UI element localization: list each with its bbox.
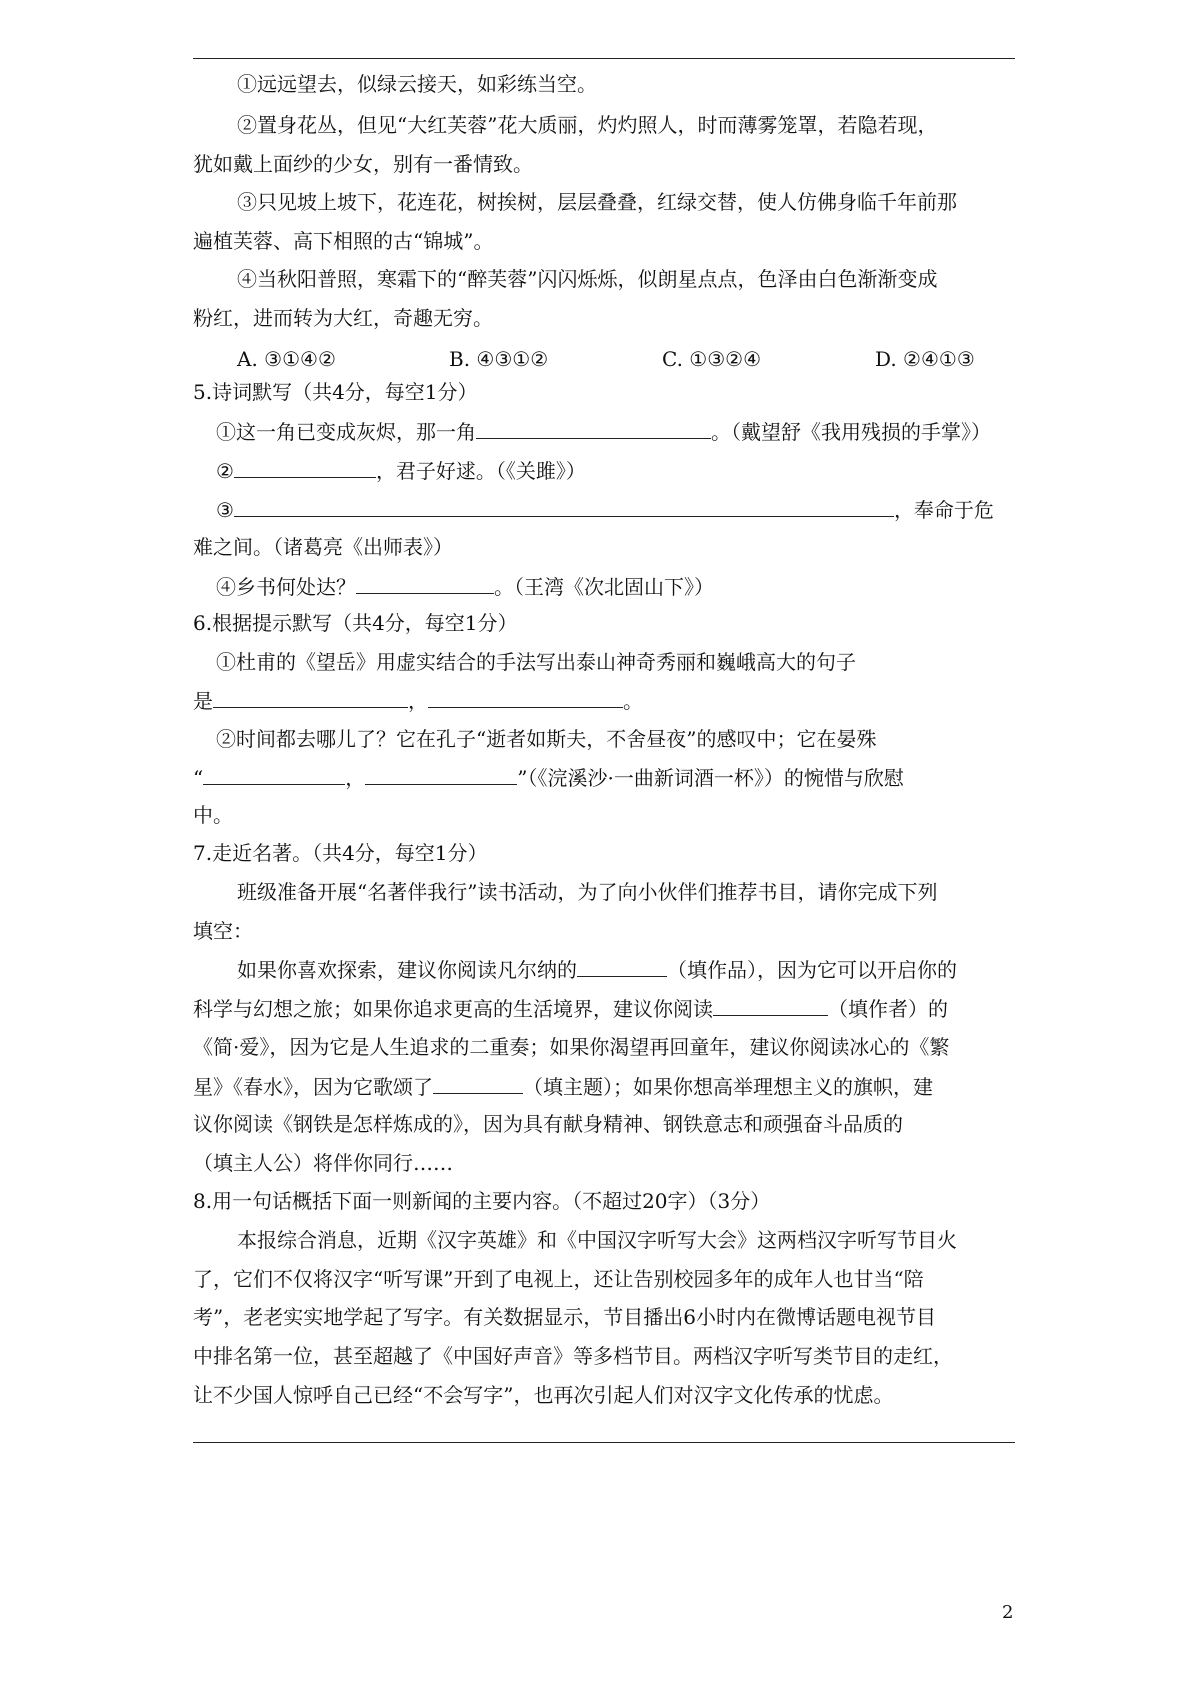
q8-p-line2: 了，它们不仅将汉字“听写课”开到了电视上，还让告别校园多年的成年人也甘当“陪 — [193, 1267, 924, 1291]
q7-p2-line4 — [193, 1071, 933, 1102]
choice-a: A. ③①④② — [237, 347, 336, 371]
q6-l4-a: “ — [193, 766, 204, 790]
q6-line-5: 中。 — [193, 803, 233, 827]
q7-p2-line5: 议你阅读《钢铁是怎样炼成的》，因为具有献身精神、钢铁意志和顽强奋斗品质的 — [193, 1112, 903, 1136]
answer-blank[interactable] — [213, 685, 408, 708]
answer-blank[interactable] — [428, 685, 623, 708]
q5-l4-source: 。（王湾《次北固山下》） — [494, 575, 714, 599]
q6-line-1: ①杜甫的《望岳》用虚实结合的手法写出泰山神奇秀丽和巍峨高大的句子 — [216, 650, 856, 674]
q7-b-text: 科学与幻想之旅；如果你追求更高的生活境界，建议你阅读 — [193, 997, 713, 1021]
q7-p1-line2: 填空： — [193, 919, 253, 943]
q7-d-note: （填主题）；如果你想高举理想主义的旗帜，建 — [523, 1075, 933, 1099]
choice-b: B. ④③①② — [449, 347, 549, 371]
sentence-2-line2: 犹如戴上面纱的少女，别有一番情致。 — [193, 152, 533, 176]
sentence-4-line1: ④当秋阳普照，寒霜下的“醉芙蓉”闪闪烁烁，似朗星点点，色泽由白色渐渐变成 — [237, 267, 938, 291]
q7-p2-line3: 《简·爱》，因为它是人生追求的二重奏；如果你渴望再回童年，建议你阅读冰心的《繁 — [193, 1035, 950, 1059]
choice-c: C. ①③②④ — [662, 347, 762, 371]
q8-p-line3: 考”，老老实实地学起了写字。有关数据显示，节目播出6小时内在微博话题电视节目 — [193, 1305, 936, 1329]
q7-a-text: 如果你喜欢探索，建议你阅读凡尔纳的 — [237, 958, 577, 982]
q7-p2-line2 — [193, 993, 948, 1024]
q5-l2-num: ② — [216, 459, 234, 483]
q6-l4-b: ， — [345, 766, 366, 790]
q7-p2-line1 — [237, 954, 957, 985]
answer-blank[interactable] — [356, 571, 494, 594]
q7-b-note: （填作者）的 — [828, 997, 948, 1021]
q7-p2-line6: （填主人公）将伴你同行…… — [193, 1151, 453, 1175]
top-divider — [193, 58, 1015, 59]
q5-line-2 — [216, 455, 586, 486]
q8-p-line1: 本报综合消息，近期《汉字英雄》和《中国汉字听写大会》这两档汉字听写节目火 — [237, 1228, 957, 1252]
q6-line-3: ②时间都去哪儿了？它在孔子“逝者如斯夫，不舍昼夜”的感叹中；它在晏殊 — [216, 727, 877, 751]
q7-d-text: 星》《春水》，因为它歌颂了 — [193, 1075, 433, 1099]
answer-blank[interactable] — [713, 993, 828, 1016]
q6-l2-c: 。 — [623, 689, 643, 713]
sentence-3-line2: 遍植芙蓉、高下相照的古“锦城”。 — [193, 229, 494, 253]
q5-line-4 — [216, 571, 714, 602]
q6-l4-c: ”（《浣溪沙·一曲新词酒一杯》）的惋惜与欣慰 — [517, 766, 904, 790]
q7-p1-line1: 班级准备开展“名著伴我行”读书活动，为了向小伙伴们推荐书目，请你完成下列 — [237, 880, 938, 904]
sentence-1: ①远远望去，似绿云接天，如彩练当空。 — [237, 72, 597, 96]
q5-line-3-cont: 难之间。（诸葛亮《出师表》） — [193, 535, 453, 559]
sentence-2-line1: ②置身花丛，但见“大红芙蓉”花大质丽，灼灼照人，时而薄雾笼罩，若隐若现， — [237, 113, 938, 137]
question-5-title: 5.诗词默写（共4分，每空1分） — [193, 380, 478, 404]
choice-d: D. ②④①③ — [875, 347, 975, 371]
q5-l1-source: 。（戴望舒《我用残损的手掌》） — [711, 420, 991, 444]
question-8-title: 8.用一句话概括下面一则新闻的主要内容。（不超过20字）（3分） — [193, 1189, 771, 1213]
answer-blank[interactable] — [433, 1071, 523, 1094]
q5-line-3 — [216, 494, 994, 525]
question-6-title: 6.根据提示默写（共4分，每空1分） — [193, 611, 518, 635]
q6-l2-b: ， — [408, 689, 428, 713]
q5-l4-text: ④乡书何处达？ — [216, 575, 356, 599]
q5-l1-text: ①这一角已变成灰烬，那一角 — [216, 420, 476, 444]
answer-blank[interactable] — [234, 494, 894, 517]
q5-l2-text: ，君子好逑。（《关雎》） — [375, 459, 586, 483]
answer-blank[interactable] — [577, 954, 667, 977]
q5-l3-num: ③ — [216, 498, 234, 522]
q6-line-2 — [193, 685, 643, 716]
q5-l3-text: ，奉命于危 — [893, 498, 994, 522]
answer-blank[interactable] — [203, 762, 345, 785]
q7-a-note: （填作品），因为它可以开启你的 — [667, 958, 957, 982]
question-7-title: 7.走近名著。（共4分，每空1分） — [193, 841, 488, 865]
answer-blank[interactable] — [234, 455, 376, 478]
answer-blank[interactable] — [365, 762, 517, 785]
sentence-4-line2: 粉红，进而转为大红，奇趣无穷。 — [193, 306, 493, 330]
q6-l2-a: 是 — [193, 689, 213, 713]
answer-line[interactable] — [193, 1442, 1015, 1443]
q5-line-1 — [216, 416, 991, 447]
q6-line-4 — [193, 762, 904, 793]
sentence-3-line1: ③只见坡上坡下，花连花，树挨树，层层叠叠，红绿交替，使人仿佛身临千年前那 — [237, 190, 957, 214]
q8-p-line4: 中排名第一位，甚至超越了《中国好声音》等多档节目。两档汉字听写类节目的走红， — [193, 1344, 953, 1368]
q8-p-line5: 让不少国人惊呼自己已经“不会写字”，也再次引起人们对汉字文化传承的忧虑。 — [193, 1383, 894, 1407]
answer-blank[interactable] — [476, 416, 711, 439]
page-number: 2 — [1002, 1602, 1014, 1623]
